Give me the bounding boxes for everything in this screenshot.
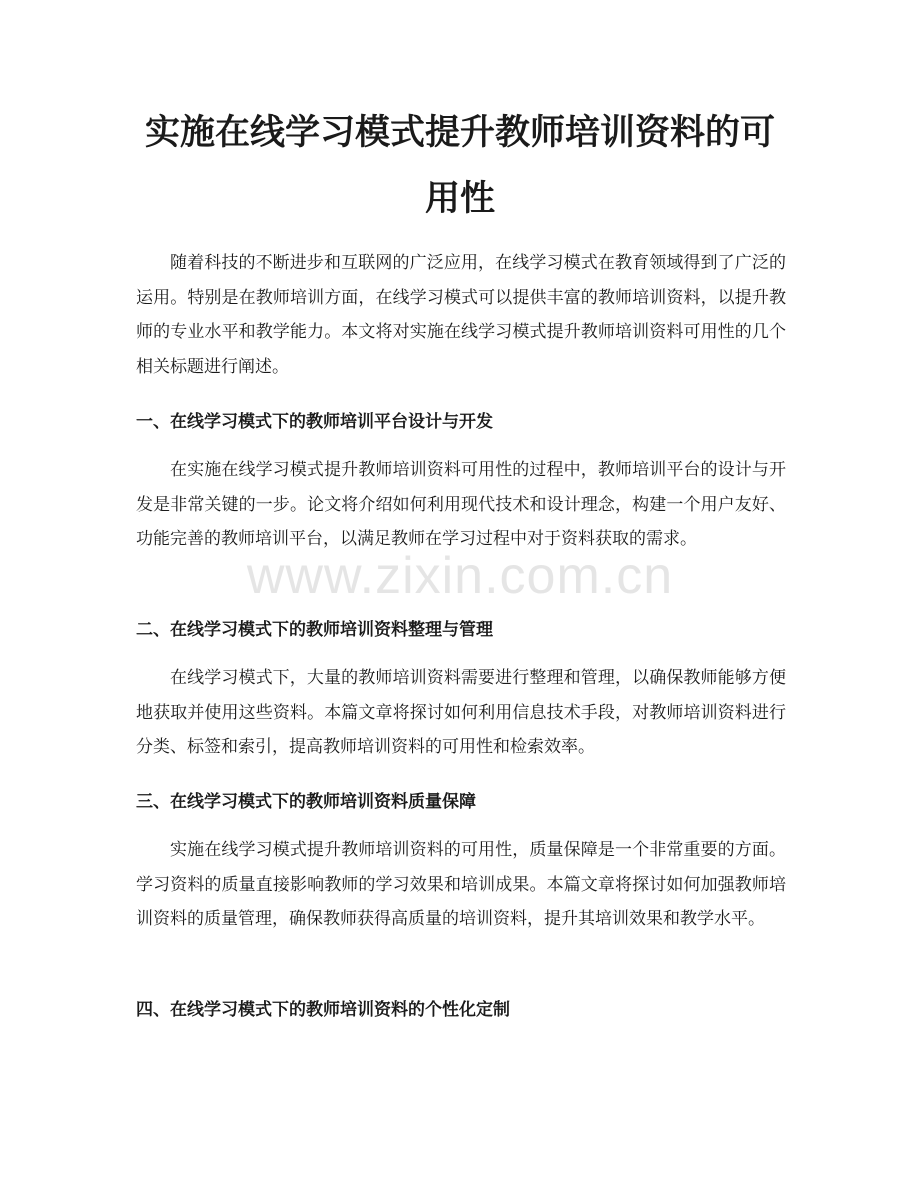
section-body-2: 在线学习模式下，大量的教师培训资料需要进行整理和管理，以确保教师能够方便地获取并使用这些资料。本篇文章将探讨如何利用信息技术手段，对教师培训资料进行分类、标签和索引，提高教师培训资料的可用性和检索效率。 (136, 668, 786, 757)
intro-paragraph: 随着科技的不断进步和互联网的广泛应用，在线学习模式在教育领域得到了广泛的运用。特别是在教师培训方面，在线学习模式可以提供丰富的教师培训资料，以提升教师的专业水平和教学能力。本文将对实施在线学习模式提升教师培训资料可用性的几个相关标题进行阐述。 (136, 253, 786, 377)
watermark: www.zixin.com.cn (246, 547, 674, 605)
section-heading-1: 一、在线学习模式下的教师培训平台设计与开发 (136, 412, 493, 432)
section-body-1: 在实施在线学习模式提升教师培训资料可用性的过程中，教师培训平台的设计与开发是非常关键的一步。论文将介绍如何利用现代技术和设计理念，构建一个用户友好、功能完善的教师培训平台，以满足教师在学习过程中对于资料获取的需求。 (136, 460, 786, 549)
section-heading-2: 二、在线学习模式下的教师培训资料整理与管理 (136, 620, 493, 640)
document-title: 实施在线学习模式提升教师培训资料的可用性 (144, 113, 775, 219)
section-body-3: 实施在线学习模式提升教师培训资料的可用性，质量保障是一个非常重要的方面。学习资料的质量直接影响教师的学习效果和培训成果。本篇文章将探讨如何加强教师培训资料的质量管理，确保教师获得高质量的培训资料，提升其培训效果和教学水平。 (136, 840, 786, 929)
section-heading-4: 四、在线学习模式下的教师培训资料的个性化定制 (136, 1000, 510, 1020)
section-heading-3: 三、在线学习模式下的教师培训资料质量保障 (136, 792, 476, 812)
